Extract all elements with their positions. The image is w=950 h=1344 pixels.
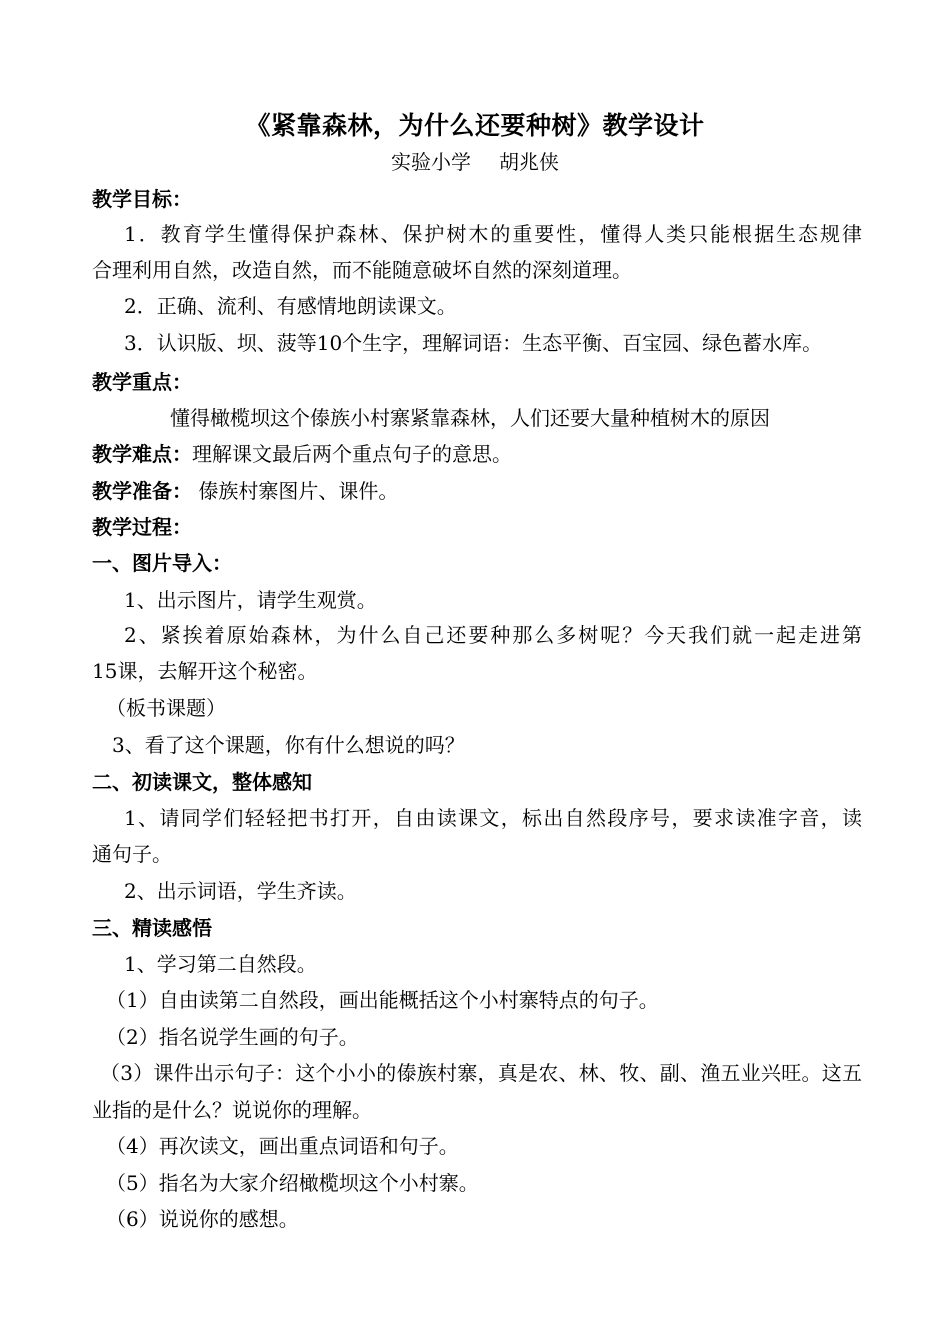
section-1-item-3: （板书课题） bbox=[106, 696, 226, 720]
difficulty-text: 理解课文最后两个重点句子的意思。 bbox=[192, 442, 512, 466]
section-3-item-4-line-2: 业指的是什么？说说你的理解。 bbox=[92, 1098, 372, 1122]
difficulty-line bbox=[92, 439, 862, 469]
process-heading: 教学过程： bbox=[92, 515, 192, 539]
prep-text: 傣族村寨图片、课件。 bbox=[198, 479, 399, 503]
goal-3: 3．认识版、坝、菠等10个生字，理解词语：生态平衡、百宝园、绿色蓄水库。 bbox=[124, 331, 823, 355]
goals-heading: 教学目标： bbox=[92, 187, 192, 211]
section-2-heading: 二、初读课文，整体感知 bbox=[92, 770, 312, 794]
section-3-item-2: （1）自由读第二自然段，画出能概括这个小村寨特点的句子。 bbox=[106, 988, 659, 1012]
school-name: 实验小学 bbox=[391, 150, 471, 174]
section-1-heading: 一、图片导入： bbox=[92, 551, 232, 575]
goal-1-line-2: 合理利用自然，改造自然，而不能随意破坏自然的深刻道理。 bbox=[92, 258, 632, 282]
document-title: 《紧靠森林，为什么还要种树》教学设计 bbox=[245, 111, 705, 140]
section-1-item-1: 1、出示图片，请学生观赏。 bbox=[124, 588, 377, 612]
section-2-item-2: 2、出示词语，学生齐读。 bbox=[124, 879, 357, 903]
section-3-item-1: 1、学习第二自然段。 bbox=[124, 952, 317, 976]
key-heading: 教学重点： bbox=[92, 370, 192, 394]
key-text: 懂得橄榄坝这个傣族小村寨紧靠森林，人们还要大量种植树木的原因 bbox=[170, 406, 770, 430]
difficulty-heading: 教学难点： bbox=[92, 442, 192, 466]
author-line bbox=[0, 147, 950, 177]
section-2-item-1-line-1: 1、请同学们轻轻把书打开，自由读课文，标出自然段序号，要求读准字音，读 bbox=[124, 806, 862, 830]
section-3-heading: 三、精读感悟 bbox=[92, 916, 212, 940]
section-3-item-3: （2）指名说学生画的句子。 bbox=[106, 1025, 359, 1049]
section-3-item-7: （6）说说你的感想。 bbox=[106, 1207, 299, 1231]
section-1-item-4: 3、看了这个课题，你有什么想说的吗？ bbox=[112, 733, 465, 757]
section-3-item-5: （4）再次读文，画出重点词语和句子。 bbox=[106, 1134, 459, 1158]
author-name: 胡兆侠 bbox=[499, 150, 559, 174]
section-1-item-2-line-1: 2、紧挨着原始森林，为什么自己还要种那么多树呢？今天我们就一起走进第 bbox=[124, 623, 862, 647]
prep-line bbox=[92, 476, 862, 506]
section-3-item-6: （5）指名为大家介绍橄榄坝这个小村寨。 bbox=[106, 1171, 479, 1195]
section-3-item-4-line-1: （3）课件出示句子：这个小小的傣族村寨，真是农、林、牧、副、渔五业兴旺。这五 bbox=[100, 1061, 862, 1085]
section-1-item-2-line-2: 15课，去解开这个秘密。 bbox=[92, 659, 318, 683]
section-2-item-1-line-2: 通句子。 bbox=[92, 842, 172, 866]
goal-2: 2．正确、流利、有感情地朗读课文。 bbox=[124, 294, 457, 318]
prep-heading: 教学准备： bbox=[92, 479, 192, 503]
goal-1-line-1: 1．教育学生懂得保护森林、保护树木的重要性，懂得人类只能根据生态规律 bbox=[124, 222, 862, 246]
